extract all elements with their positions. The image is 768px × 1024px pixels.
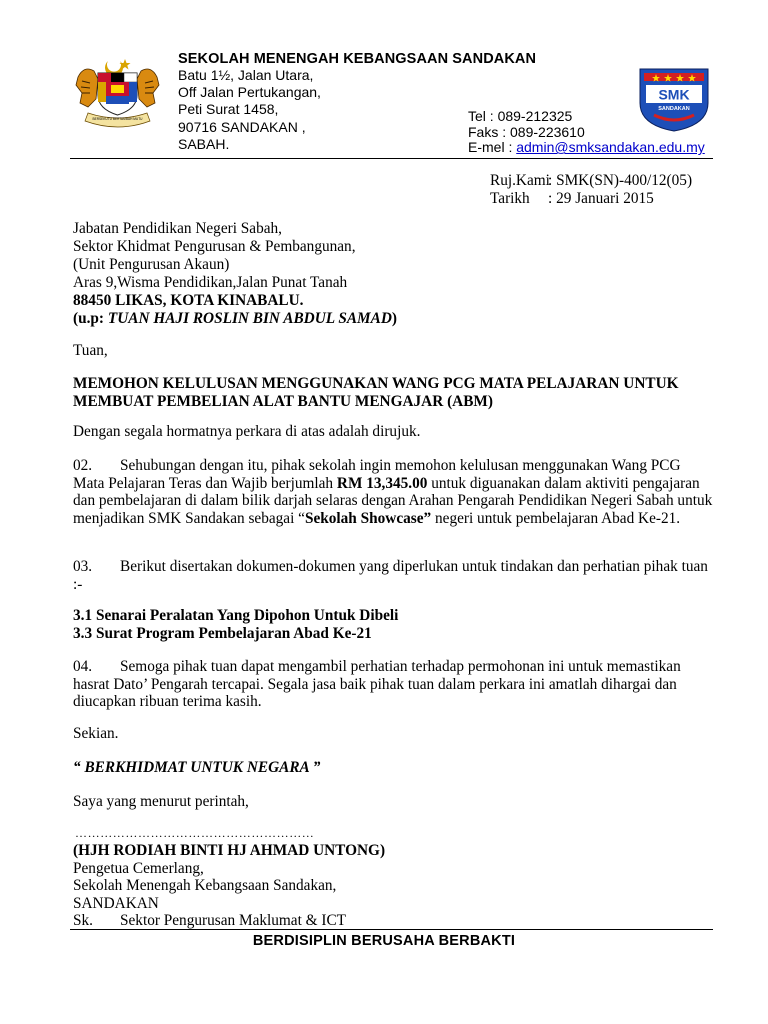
subject-line: MEMBUAT PEMBELIAN ALAT BANTU MENGAJAR (ABM) [73,392,493,410]
signatory-town: SANDAKAN [73,894,159,912]
address-line: Peti Surat 1458, [178,101,279,118]
address-line: 90716 SANDAKAN , [178,118,306,135]
paragraph-04 [73,658,713,711]
coat-of-arms-logo [70,55,165,130]
attachment-list [73,607,713,642]
ref-value: : SMK(SN)-400/12(05) [548,172,693,189]
p2-showcase: Sekolah Showcase” [304,509,432,527]
intro-paragraph: Dengan segala hormatnya perkara di atas adalah dirujuk. [73,423,421,440]
email-link[interactable]: admin@smksandakan.edu.my [516,139,705,156]
signatory-title: Pengetua Cemerlang, [73,859,204,877]
recipient-attention [73,310,397,328]
footer-divider [70,929,713,930]
p2-amount: RM 13,345.00 [336,474,428,492]
p2-text-3: negeri untuk pembelajaran Abad Ke-21. [431,509,681,527]
address-line: SABAH. [178,135,230,152]
header-divider [70,158,713,159]
recipient-line: (Unit Pengurusan Akaun) [73,256,230,273]
ref-label: Ruj.Kami [490,172,550,189]
email-label: E-mel : [468,139,517,156]
reference-block [490,172,692,208]
fax-number: Faks : 089-223610 [468,123,585,140]
slogan: “ BERKHIDMAT UNTUK NEGARA ” [73,759,321,776]
paragraph-number: 02. [73,457,93,474]
cc-value: Sektor Pengurusan Maklumat & ICT [120,912,347,929]
closing: Sekian. [73,725,119,742]
recipient-line: Aras 9,Wisma Pendidikan,Jalan Punat Tanah [73,274,348,291]
attn-suffix: ) [391,310,398,327]
yours-faithfully: Saya yang menurut perintah, [73,793,249,810]
recipient-line: Sektor Khidmat Pengurusan & Pembangunan, [73,238,356,255]
paragraph-03 [73,558,713,593]
signature-block [73,842,713,930]
smk-sandakan-badge-logo [634,63,714,133]
recipient-address [73,220,397,328]
p2-text: Sehubungan dengan itu, pihak sekolah ingin memohon kelulusan menggunakan Wang PCG Mata Pelajaran Teras dan Wajib berjumlah [73,457,681,492]
signatory-name: (HJH RODIAH BINTI HJ AHMAD UNTONG) [73,842,386,859]
badge-text: SMK [658,86,690,103]
attn-name: TUAN HAJI ROSLIN BIN ABDUL SAMAD [107,310,392,327]
paragraph-02 [73,457,713,527]
attachment-item: 3.3 Surat Program Pembelajaran Abad Ke-21 [73,624,372,642]
school-address [178,67,321,153]
cc-line [73,912,713,930]
p3-text: Berikut disertakan dokumen-dokumen yang diperlukan untuk tindakan dan perhatian pihak tuan :- [73,558,708,593]
signature-line: ………………………………………………… [75,826,315,840]
p4-text: Semoga pihak tuan dapat mengambil perhatian terhadap permohonan ini untuk memastikan hasrat Dato’ Pengarah tercapai. Segala jasa baik pihak tuan dalam perkara ini amatlah dihargai dan diucapkan ribuan terima kasih. [73,658,681,710]
crest-ribbon-text: BERSEKUTU BERTAMBAH MUTU [92,117,143,121]
school-name: SEKOLAH MENENGAH KEBANGSAAN SANDAKAN [178,51,537,67]
badge-subtext: SANDAKAN [658,106,690,112]
date-label: Tarikh [490,190,530,207]
attn-prefix: (u.p: [73,310,108,327]
address-line: Off Jalan Pertukangan, [178,84,321,101]
date-value: : 29 Januari 2015 [548,190,654,207]
p2-text-2: untuk diguanakan dalam aktiviti pengajaran dan pembelajaran di dalam bilik darjah selaras dengan Arahan Pengarah Pendidikan Negeri Sabah untuk menjadikan SMK Sandakan sebagai “ [73,474,713,527]
paragraph-number: 04. [73,658,93,675]
address-line: Batu 1½, Jalan Utara, [178,67,314,83]
tel-number: Tel : 089-212325 [468,108,573,124]
email-line [468,140,705,156]
signatory-school: Sekolah Menengah Kebangsaan Sandakan, [73,877,337,894]
cc-label: Sk. [73,912,93,929]
paragraph-number: 03. [73,558,93,575]
recipient-city: 88450 LIKAS, KOTA KINABALU. [73,292,304,309]
recipient-line: Jabatan Pendidikan Negeri Sabah, [73,220,282,237]
school-motto: BERDISIPLIN BERUSAHA BERBAKTI [252,933,516,949]
subject-line: MEMOHON KELULUSAN MENGGUNAKAN WANG PCG MATA PELAJARAN UNTUK [73,375,679,392]
attachment-item: 3.1 Senarai Peralatan Yang Dipohon Untuk Dibeli [73,607,399,624]
salutation: Tuan, [73,342,108,359]
subject-heading [73,375,713,410]
